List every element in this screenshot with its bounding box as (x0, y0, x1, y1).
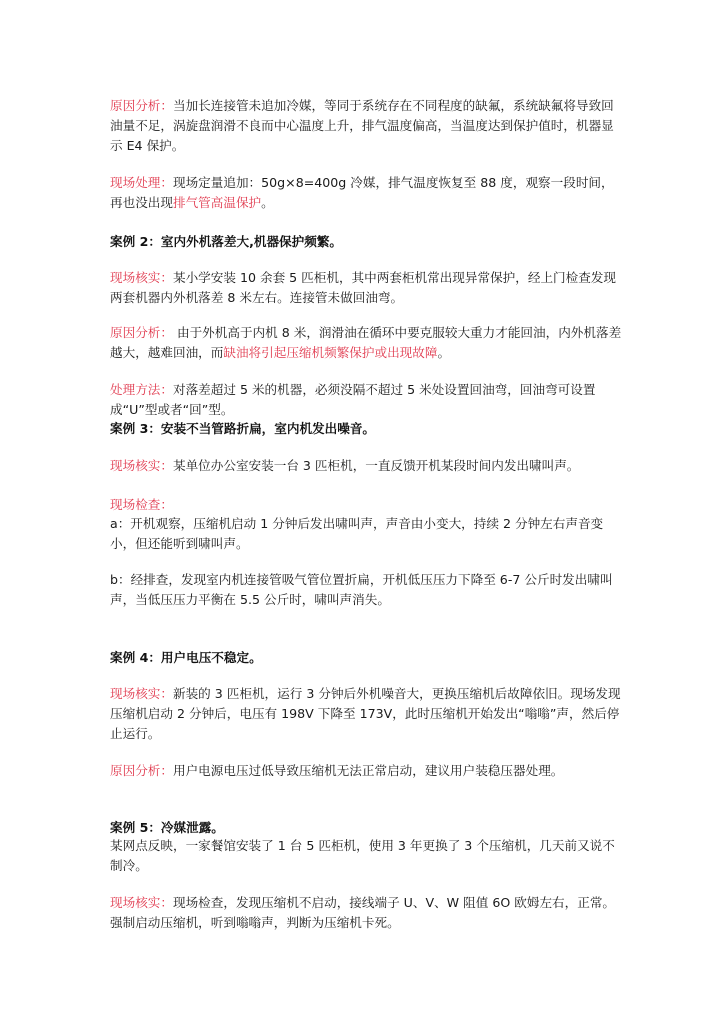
paragraph-site-handling (110, 173, 622, 213)
label-cause-analysis: 原因分析： (110, 98, 173, 113)
case-5-title: 案例 5：冷媒泄露。 (110, 820, 224, 835)
label-site-verification: 现场核实： (110, 458, 173, 473)
paragraph-cause-analysis-2 (110, 323, 622, 363)
paragraph-text: 当加长连接管未追加冷媒，等同于系统存在不同程度的缺氟，系统缺氟将导致回油量不足，涡旋盘润滑不良而中心温度上升，排气温度偏高，当温度达到保护值时，机器显示 E4 保护。 (110, 98, 614, 153)
paragraph-tail: 。 (437, 345, 451, 360)
paragraph-text: 现场定量追加：50g×8=400g 冷媒，排气温度恢复至 88 度，观察一段时间，再也没出现 (110, 175, 614, 210)
paragraph-inspection-a: a：开机观察，压缩机启动 1 分钟后发出啸叫声，声音由小变大，持续 2 分钟左右声音变小，但还能听到啸叫声。 (110, 516, 604, 551)
paragraph-text: 用户电源电压过低导致压缩机无法正常启动，建议用户装稳压器处理。 (172, 763, 564, 778)
paragraph-tail: 。 (261, 195, 274, 210)
paragraph-site-verification-3 (110, 684, 622, 744)
paragraph-text: 某小学安装 10 余套 5 匹柜机，其中两套柜机常出现异常保护，经上门检查发现两套机器内外机落差 8 米左右。连接管未做回油弯。 (110, 270, 617, 305)
paragraph-text: 对落差超过 5 米的机器，必须没隔不超过 5 米处设置回油弯，回油弯可设置成“U”型或者“回”型。 (110, 382, 596, 417)
highlight-text: 缺油将引起压缩机频繁保护或出现故障 (223, 345, 438, 360)
paragraph-text: 某单位办公室安装一台 3 匹柜机，一直反馈开机某段时间内发出啸叫声。 (172, 458, 580, 473)
case-2-title: 案例 2：室内外机落差大,机器保护频繁。 (110, 234, 343, 249)
label-site-inspection: 现场检查： (110, 497, 173, 512)
label-site-verification: 现场核实： (110, 895, 173, 910)
paragraph-cause-analysis-3 (110, 761, 622, 781)
label-site-verification: 现场核实： (110, 270, 173, 285)
paragraph-text: 由于外机高于内机 8 米，润滑油在循环中要克服较大重力才能回油，内外机落差越大，越难回油，而 (110, 325, 622, 360)
paragraph-site-verification-2 (110, 456, 622, 476)
highlight-text: 排气管高温保护 (172, 195, 262, 210)
paragraph-cause-analysis-1 (110, 96, 622, 156)
paragraph-text: 新装的 3 匹柜机，运行 3 分钟后外机噪音大，更换压缩机后故障依旧。现场发现压缩机启动 2 分钟后，电压有 198V 下降至 173V，此时压缩机开始发出“嗡嗡”声，然后停止运行。 (110, 686, 621, 741)
paragraph-treatment-method (110, 380, 622, 420)
label-site-handling: 现场处理： (110, 175, 173, 190)
paragraph-text: 现场检查，发现压缩机不启动，接线端子 U、V、W 阻值 6O 欧姆左右，正常。强制启动压缩机，听到嗡嗡声，判断为压缩机卡死。 (110, 895, 616, 930)
paragraph-site-verification-1 (110, 268, 622, 308)
label-cause-analysis: 原因分析： (110, 763, 173, 778)
case-4-title: 案例 4：用户电压不稳定。 (110, 650, 262, 665)
case-3-title: 案例 3：安装不当管路折扁，室内机发出噪音。 (110, 421, 376, 436)
paragraph-case-5-intro: 某网点反映，一家餐馆安装了 1 台 5 匹柜机，使用 3 年更换了 3 个压缩机，几天前又说不制冷。 (110, 838, 615, 873)
paragraph-inspection-b: b：经排查，发现室内机连接管吸气管位置折扁，开机低压压力下降至 6-7 公斤时发出啸叫声，当低压压力平衡在 5.5 公斤时，啸叫声消失。 (110, 572, 613, 607)
label-site-verification: 现场核实： (110, 686, 173, 701)
paragraph-site-verification-4 (110, 893, 622, 933)
label-cause-analysis: 原因分析： (110, 325, 173, 340)
paragraph-site-inspection (110, 495, 622, 515)
label-treatment-method: 处理方法： (110, 382, 173, 397)
